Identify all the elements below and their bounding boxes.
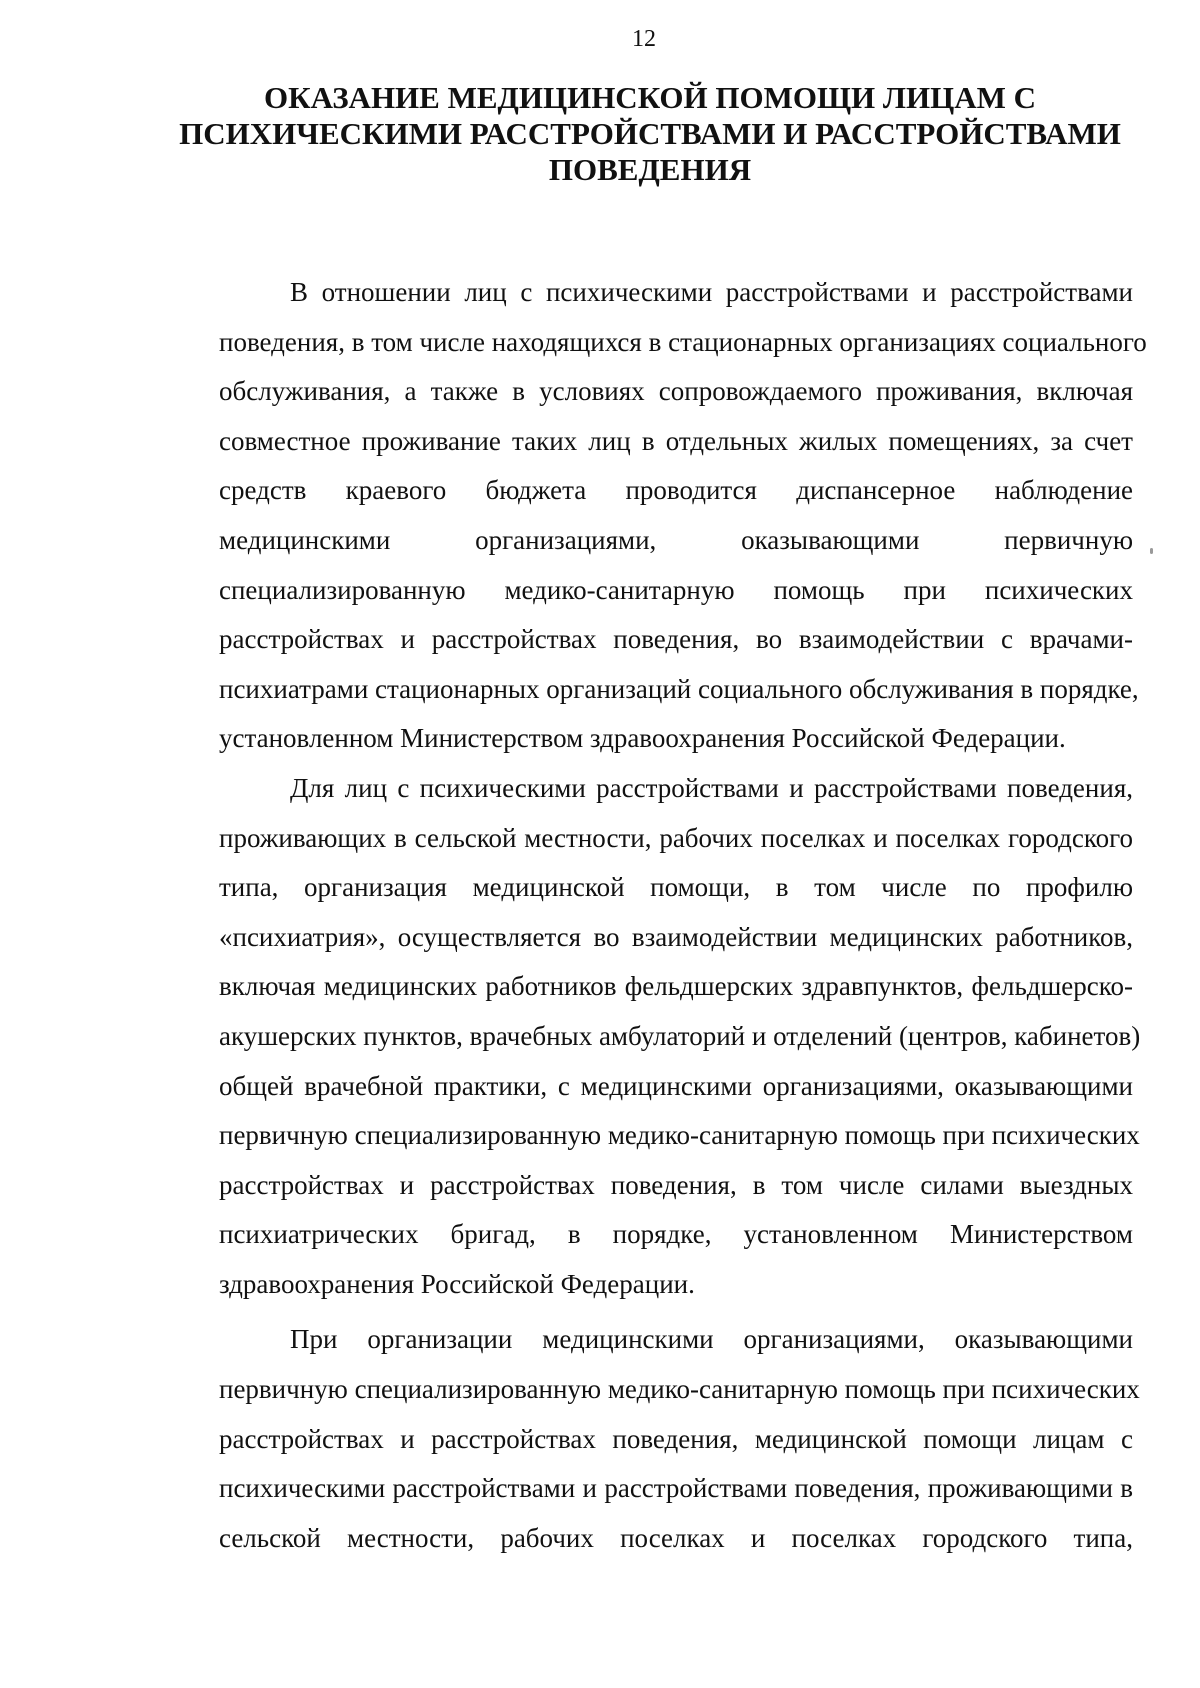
heading-line-1: ОКАЗАНИЕ МЕДИЦИНСКОЙ ПОМОЩИ ЛИЦАМ С — [263, 80, 1036, 115]
body-text — [148, 268, 1147, 1563]
paragraph-2-line-1: Для лиц с психическими расстройствами и расстройствами поведения, — [290, 772, 1133, 803]
paragraph-1-line-1: В отношении лиц с психическими расстройствами и расстройствами — [290, 277, 1133, 307]
paragraph-2 — [148, 764, 1141, 1310]
paragraph-2-line-7: общей врачебной практики, с медицинскими организациями, оказывающими — [219, 1070, 1133, 1101]
paragraph-1-line-7: специализированную медико-санитарную помощь при психических — [219, 574, 1133, 605]
paragraph-1-line-5: средств краевого бюджета проводится диспансерное наблюдение — [219, 475, 1133, 506]
paragraph-3-line-5: сельской местности, рабочих поселках и поселках городского типа, — [219, 1522, 1133, 1553]
paragraph-1-line-2: поведения, в том числе находящихся в стационарных организациях социального — [219, 326, 1147, 357]
paragraph-1-line-9: психиатрами стационарных организаций социального обслуживания в порядке, — [219, 673, 1139, 704]
paragraph-2-line-9: расстройствах и расстройствах поведения, в том числе силами выездных — [219, 1169, 1133, 1200]
paragraph-2-line-10: психиатрических бригад, в порядке, установленном Министерством — [219, 1219, 1133, 1250]
paragraph-2-line-3: типа, организация медицинской помощи, в том числе по профилю — [219, 872, 1133, 903]
paragraph-1-line-10: установленном Министерством здравоохранения Российской Федерации. — [219, 723, 1066, 754]
paragraph-1-line-6: медицинскими организациями, оказывающими первичную — [219, 524, 1133, 555]
paragraph-3-line-2: первичную специализированную медико-санитарную помощь при психических — [219, 1374, 1140, 1405]
heading-line-2: ПСИХИЧЕСКИМИ РАССТРОЙСТВАМИ И РАССТРОЙСТВАМИ — [179, 116, 1121, 151]
paragraph-2-line-4: «психиатрия», осуществляется во взаимодействии медицинских работников, — [219, 921, 1133, 952]
scan-speck — [1150, 548, 1153, 554]
paragraph-2-line-11: здравоохранения Российской Федерации. — [219, 1268, 695, 1299]
heading-line-3: ПОВЕДЕНИЯ — [548, 152, 752, 187]
paragraph-3-line-1: При организации медицинскими организациями, оказывающими — [290, 1324, 1133, 1355]
paragraph-3-line-3: расстройствах и расстройствах поведения, медицинской помощи лицам с — [219, 1423, 1133, 1454]
paragraph-1 — [148, 268, 1147, 764]
paragraph-2-line-5: включая медицинских работников фельдшерских здравпунктов, фельдшерско- — [219, 971, 1133, 1002]
paragraph-3-line-4: психическими расстройствами и расстройствами поведения, проживающими в — [219, 1473, 1133, 1504]
paragraph-1-line-3: обслуживания, а также в условиях сопровождаемого проживания, включая — [219, 376, 1133, 407]
paragraph-1-line-4: совместное проживание таких лиц в отдельных жилых помещениях, за счет — [219, 425, 1133, 456]
section-heading — [150, 80, 1150, 188]
paragraph-2-line-2: проживающих в сельской местности, рабочих поселках и поселках городского — [219, 822, 1133, 853]
paragraph-2-line-6: акушерских пунктов, врачебных амбулаторий и отделений (центров, кабинетов) — [219, 1020, 1141, 1051]
page-number: 12 — [632, 26, 656, 52]
paragraph-1-line-8: расстройствах и расстройствах поведения, во взаимодействии с врачами- — [219, 624, 1133, 655]
paragraph-3 — [148, 1315, 1140, 1563]
paragraph-2-line-8: первичную специализированную медико-санитарную помощь при психических — [219, 1120, 1140, 1151]
